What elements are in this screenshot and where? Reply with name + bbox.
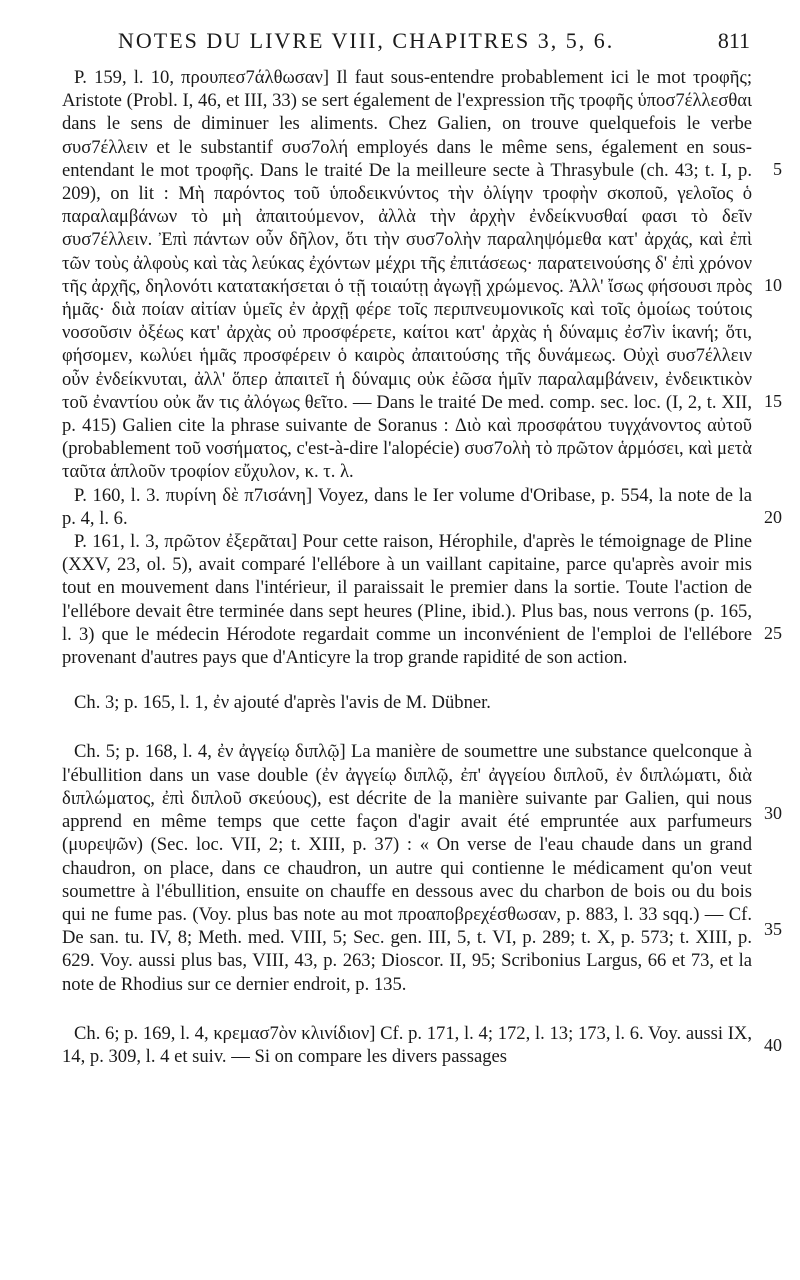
line-number: 40 <box>764 1035 782 1055</box>
note-paragraph: P. 159, l. 10, προυπεσ7άλθωσαν] Il faut sous-entendre probablement ici le mot τροφῆς; Aristote (Probl. I, 46, et III, 33) se sert également de l'expression τῆς τροφῆς ὑποσ7έλλεσθαι dans le sens de diminuer les aliments. Chez Galien, on trouve quelquefois le verbe συσ7έλλειν et le substantif συσ7ολή employés dans le même sens, également en sous-entendant le mot τροφῆς. Dans le traité De la meilleure secte à Thrasybule (ch. 43; t. I, p. 209), on lit : Μὴ παρόντος τοῦ ὑποδεικνύντος τὴν ὀλίγην τροφὴν σκοποῦ, γελοῖος ὁ παραλαμβάνων τὸ μὴ ἀπαιτούμενον, ἀλλὰ τὴν ἀρχὴν ἐνδείκνυσθαί φασι τὸ δεῖν συσ7έλλειν. Ἐπὶ πάντων οὖν δῆλον, ὅτι τὴν συσ7ολὴν παραληψόμεθα κατ' ἀρχάς, καὶ ἐπὶ τῶν τοὺς ἀλφοὺς καὶ τὰς λεύκας ἐχόντων μέχρι τῆς ἐπιτάσεως· παρατεινούσης δ' ἐπὶ χρόνον τῆς ἀρχῆς, δηλονότι κατατακήσεται ὁ τῇ τοιαύτῃ ἀγωγῇ χρώμενος. Ἀλλ' ἴσως φήσουσι πρὸς ἡμᾶς· διὰ ποίαν αἰτίαν ὑμεῖς ἐν ἀρχῇ φέρε τοῖς περιπνευμονικοῖς καὶ τοῖς ὁμοίως τούτοις νοσοῦσιν ὀξέως κατ' ἀρχὰς οὐ προσφέρετε, καίτοι κατ' ἀρχὰς ἡ δύναμις ἐσ7ὶν ἱκανή; ὅτι, φήσομεν, κωλύει ἡμᾶς προσφέρειν ὁ καιρὸς ἀπαιτούσης τῆς δυνάμεως. Οὐχὶ συσ7έλλειν οὖν ἐνδείκνυται, ἀλλ' ὅπερ ἀπαιτεῖ ἡ δύναμις οὐκ ἐῶσα ἡμῖν παραλαμβάνειν, ἐνδεικτικὸν τοῦ ἐναντίου οὐκ ἄν τις ἀλόγως θεῖτο. — Dans le traité De med. comp. sec. loc. (I, 2, t. XII, p. 415) Galien cite la phrase suivante de Soranus : Διὸ καὶ προσφάτου τυγχάνοντος αὐτοῦ (probablement τοῦ νοσήματος, c'est-à-dire l'alopécie) συσ7ολὴ τὸ πρῶτον ἁρμόσει, καὶ μετὰ ταῦτα ἁπλοῦν τροφίον εὔχυλον, κ. τ. λ. <box>62 67 752 483</box>
page-number: 811 <box>717 28 750 53</box>
running-header <box>0 22 800 62</box>
note-paragraph: P. 160, l. 3. πυρίνη δὲ π7ισάνη] Voyez, dans le Ier volume d'Oribase, p. 554, la note de la p. 4, l. 6. <box>62 484 752 529</box>
notes-body <box>62 66 752 1068</box>
line-number: 25 <box>764 623 782 643</box>
line-number: 35 <box>764 919 782 939</box>
note-paragraph: Ch. 3; p. 165, l. 1, ἐν ajouté d'après l'avis de M. Dübner. <box>74 692 491 714</box>
line-number: 5 <box>773 159 782 179</box>
line-number: 20 <box>764 507 782 527</box>
note-paragraph: P. 161, l. 3, πρῶτον ἐξερᾶται] Pour cette raison, Hérophile, d'après le témoignage de Pline (XXV, 23, ol. 5), avait comparé l'ellébore à un vaillant capitaine, parce qu'après avoir mis tout en mouvement dans l'intérieur, il paraissait le premier dans la sortie. Toute l'action de l'ellébore devait être terminée dans sept heures (Pline, ibid.). Plus bas, nous verrons (p. 165, l. 3) que le médecin Hérodote regardait comme un inconvénient de l'emploi de l'ellébore provenant d'autres pays que d'Anticyre la trop grande rapidité de son action. <box>62 531 752 669</box>
line-number: 15 <box>764 391 782 411</box>
running-title: NOTES DU LIVRE VIII, CHAPITRES 3, 5, 6. <box>118 28 615 53</box>
note-paragraph: Ch. 6; p. 169, l. 4, κρεμασ7ὸν κλινίδιον] Cf. p. 171, l. 4; 172, l. 13; 173, l. 6. Voy. aussi IX, 14, p. 309, l. 4 et suiv. — Si on compare les divers passages <box>62 1022 752 1067</box>
note-paragraph: Ch. 5; p. 168, l. 4, ἐν ἀγγείῳ διπλῷ] La manière de soumettre une substance quelconque à l'ébullition dans un vase double (ἐν ἀγγείῳ διπλῷ, ἐπ' ἀγγείου διπλοῦ, ἐν διπλώματι, διὰ διπλώματος, ἐπὶ διπλοῦ σκεύους), est décrite de la manière suivante par Galien, qui nous apprend en même temps que cette façon d'agir avait été empruntée aux parfumeurs (μυρεψῶν) (Sec. loc. VII, 2; t. XIII, p. 37) : « On verse de l'eau chaude dans un grand chaudron, on place, dans ce chaudron, un autre qui contienne le médicament qu'on veut soumettre à l'ébullition, ensuite on chauffe en dessous avec du charbon de bois ou du bois qui ne fume pas. (Voy. plus bas note au mot προαποβρεχέσθωσαν, p. 883, l. 33 sqq.) — Cf. De san. tu. IV, 8; Meth. med. VIII, 5; Sec. gen. III, 5, t. VI, p. 289; t. X, p. 573; t. XIII, p. 629. Voy. aussi plus bas, VIII, 43, p. 263; Dioscor. II, 95; Scribonius Largus, 66 et 73, et la note de Rhodius sur ce dernier endroit, p. 135. <box>62 741 752 995</box>
line-number: 10 <box>764 275 782 295</box>
line-number: 30 <box>764 803 782 823</box>
